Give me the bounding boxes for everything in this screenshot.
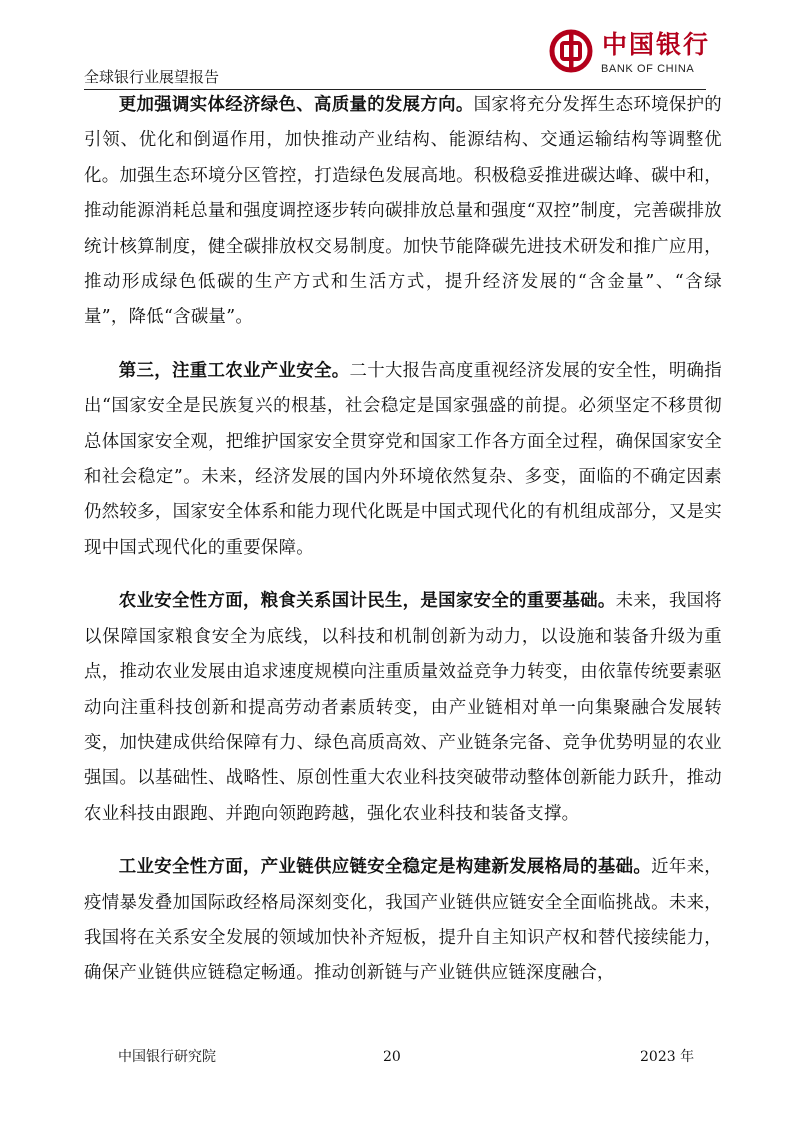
paragraph-lead: 农业安全性方面，粮食关系国计民生，是国家安全的重要基础。 <box>118 591 616 612</box>
logo-chinese-name: 中国银行 <box>602 30 711 59</box>
paragraph-lead: 工业安全性方面，产业链供应链安全稳定是构建新发展格局的基础。 <box>118 857 652 878</box>
paragraph-body: 国家将充分发挥生态环境保护的引领、优化和倒逼作用，加快推动产业结构、能源结构、交通运输结构等调整优化。加强生态环境分区管控，打造绿色发展高地。积极稳妥推进碳达峰、碳中和，推动能源消耗总量和强度调控逐步转向碳排放总量和强度“双控”制度，完善碳排放统计核算制度，健全碳排放权交易制度。加快节能降碳先进技术研发和推广应用，推动形成绿色低碳的生产方式和生活方式，提升经济发展的“含金量”、“含绿量”，降低“含碳量”。 <box>84 95 722 328</box>
paragraph-lead: 更加强调实体经济绿色、高质量的发展方向。 <box>118 95 474 115</box>
bank-logo <box>548 28 711 82</box>
bank-of-china-emblem-icon <box>548 28 594 74</box>
paragraph-body: 近年来，疫情暴发叠加国际政经格局深刻变化，我国产业链供应链安全全面临挑战。未来，我国将在关系安全发展的领域加快补齐短板，提升自主知识产权和替代接续能力，确保产业链供应链稳定畅通。推动创新链与产业链供应链深度融合， <box>84 857 722 984</box>
footer-year: 2023 年 <box>640 1049 695 1065</box>
paragraph-body: 二十大报告高度重视经济发展的安全性，明确指出“国家安全是民族复兴的根基，社会稳定是国家强盛的前提。必须坚定不移贯彻总体国家安全观，把维护国家安全贯穿党和国家工作各方面全过程，确保国家安全和社会稳定”。未来，经济发展的国内外环境依然复杂、多变，面临的不确定因素仍然较多，国家安全体系和能力现代化既是中国式现代化的有机组成部分，又是实现中国式现代化的重要保障。 <box>84 360 722 558</box>
paragraph-body: 未来，我国将以保障国家粮食安全为底线，以科技和机制创新为动力，以设施和装备升级为重点，推动农业发展由追求速度规模向注重质量效益竞争力转变，由依靠传统要素驱动向注重科技创新和提高劳动者素质转变，由产业链相对单一向集聚融合发展转变，加快建成供给保障有力、绿色高质高效、产业链条完备、竞争优势明显的农业强国。以基础性、战略性、原创性重大农业科技突破带动整体创新能力跃升，推动农业科技由跟跑、并跑向领跑跨越，强化农业科技和装备支撑。 <box>84 591 722 824</box>
body-text <box>84 88 722 1010</box>
paragraph-green-development <box>84 88 722 336</box>
paragraph-lead: 第三，注重工农业产业安全。 <box>118 360 350 381</box>
paragraph-industrial-security <box>84 354 722 566</box>
report-title: 全球银行业展望报告 <box>84 68 220 86</box>
paragraph-agriculture-security <box>84 584 722 832</box>
footer-organization: 中国银行研究院 <box>118 1049 216 1065</box>
page-number: 20 <box>383 1049 401 1065</box>
logo-english-name: BANK OF CHINA <box>601 63 695 75</box>
paragraph-supply-chain-security <box>84 850 722 992</box>
